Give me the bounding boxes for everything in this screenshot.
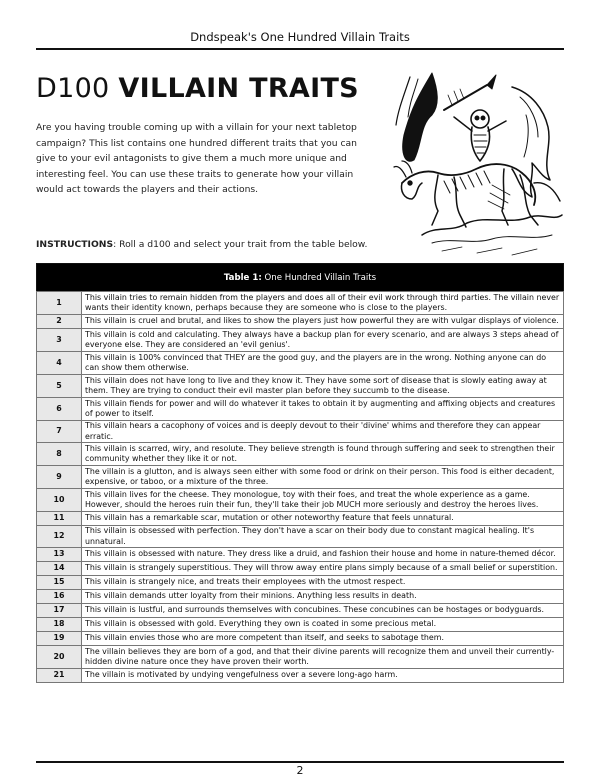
row-number: 21 [37,669,82,683]
intro-paragraph: Are you having trouble coming up with a villain for your next tabletop campaign? This list contains one hundred different traits that you can give to your evil antagonists to give them a much more unique and interesting feel. You can use these traits to generate how your villain would act towards the players and their actions. [36,122,358,196]
row-trait: This villain is scarred, wiry, and resolute. They believe strength is found through suffering and seek to strengthen their community whether they like it or not. [82,443,564,466]
table-row [37,590,564,604]
row-trait: The villain is a glutton, and is always seen either with some food or drink on their person. This food is either decadent, expensive, or taboo, or a mixture of the three. [82,466,564,489]
row-trait: This villain envies those who are more competent than itself, and seeks to sabotage them. [82,632,564,646]
table-row [37,292,564,315]
row-number: 14 [37,562,82,576]
page-number: 2 [296,764,304,777]
row-trait: The villain believes they are born of a god, and that their divine parents will recognize them and unveil their currently-hidden divine nature once they have proven their worth. [82,646,564,669]
table-row [37,315,564,329]
table-row [37,466,564,489]
table-row [37,398,564,421]
row-trait: This villain has a remarkable scar, mutation or other noteworthy feature that feels unnatural. [82,512,564,526]
row-trait: This villain lives for the cheese. They monologue, toy with their foes, and treat the whole experience as a game. However, should the heroes ruin their fun, they'll take their job MUCH more seriously and destroy the heroes lives. [82,489,564,512]
table-row [37,632,564,646]
row-number: 11 [37,512,82,526]
row-trait: This villain is lustful, and surrounds themselves with concubines. These concubines can be hostages or bodyguards. [82,604,564,618]
row-trait: This villain is 100% convinced that THEY are the good guy, and the players are in the wrong. Nothing anyone can do can show them otherwise. [82,352,564,375]
row-trait: This villain is obsessed with perfection. They don't have a scar on their body due to constant magical healing. It's unnatural. [82,526,564,548]
villain-traits-table [36,263,564,683]
table-caption-label: Table 1: [223,272,262,283]
row-trait: This villain is cruel and brutal, and likes to show the players just how powerful they are with vulgar displays of violence. [82,315,564,329]
row-trait: This villain is strangely nice, and treats their employees with the utmost respect. [82,576,564,590]
row-trait: This villain demands utter loyalty from their minions. Anything less results in death. [82,590,564,604]
table-row [37,526,564,548]
row-trait: This villain is obsessed with nature. They dress like a druid, and fashion their house and home in nature-themed décor. [82,548,564,562]
row-trait: This villain tries to remain hidden from the players and does all of their evil work through third parties. The villain never wants their identity known, perhaps because they are someone who is close to the players. [82,292,564,315]
row-trait: This villain fiends for power and will do whatever it takes to obtain it by augmenting and affixing objects and creatures of power to itself. [82,398,564,421]
row-trait: This villain is obsessed with gold. Everything they own is coated in some precious metal. [82,618,564,632]
skeleton-rider-illustration [392,65,564,275]
table-row [37,375,564,398]
table-row [37,489,564,512]
instructions-text: : Roll a d100 and select your trait from the table below. [113,239,368,250]
row-number: 6 [37,398,82,421]
table-row [37,669,564,683]
table-row [37,562,564,576]
row-number: 9 [37,466,82,489]
row-number: 4 [37,352,82,375]
instructions-label: INSTRUCTIONS [36,239,114,250]
title-main: VILLAIN TRAITS [118,73,359,104]
row-number: 20 [37,646,82,669]
row-number: 7 [37,421,82,443]
table-row [37,329,564,352]
table-row [37,352,564,375]
footer-rule [36,761,564,763]
page-title [36,73,359,104]
table-row [37,421,564,443]
row-trait: The villain is motivated by undying vengefulness over a severe long-ago harm. [82,669,564,683]
table-row [37,618,564,632]
row-trait: This villain is strangely superstitious. They will throw away entire plans simply because of a small belief or superstition. [82,562,564,576]
table-row [37,646,564,669]
table-row [37,604,564,618]
row-trait: This villain does not have long to live and they know it. They have some sort of disease that is slowly eating away at them. They are trying to conduct their evil master plan before they succumb to the disease. [82,375,564,398]
table-row [37,443,564,466]
row-number: 3 [37,329,82,352]
row-number: 19 [37,632,82,646]
row-number: 8 [37,443,82,466]
title-prefix: D100 [36,73,110,104]
running-header: Dndspeak's One Hundred Villain Traits [190,30,410,44]
table-row [37,512,564,526]
instructions [36,239,367,250]
row-trait: This villain is cold and calculating. They always have a backup plan for every scenario, and are always 3 steps ahead of everyone else. They are considered an 'evil genius'. [82,329,564,352]
row-number: 13 [37,548,82,562]
row-number: 18 [37,618,82,632]
row-trait: This villain hears a cacophony of voices and is deeply devout to their 'divine' whims and therefore they can appear erratic. [82,421,564,443]
row-number: 10 [37,489,82,512]
table-row [37,548,564,562]
row-number: 5 [37,375,82,398]
row-number: 17 [37,604,82,618]
row-number: 1 [37,292,82,315]
row-number: 15 [37,576,82,590]
row-number: 12 [37,526,82,548]
table-caption [37,264,564,292]
table-row [37,576,564,590]
table-caption-text: One Hundred Villain Traits [264,272,377,283]
header-rule [36,48,564,50]
row-number: 16 [37,590,82,604]
row-number: 2 [37,315,82,329]
